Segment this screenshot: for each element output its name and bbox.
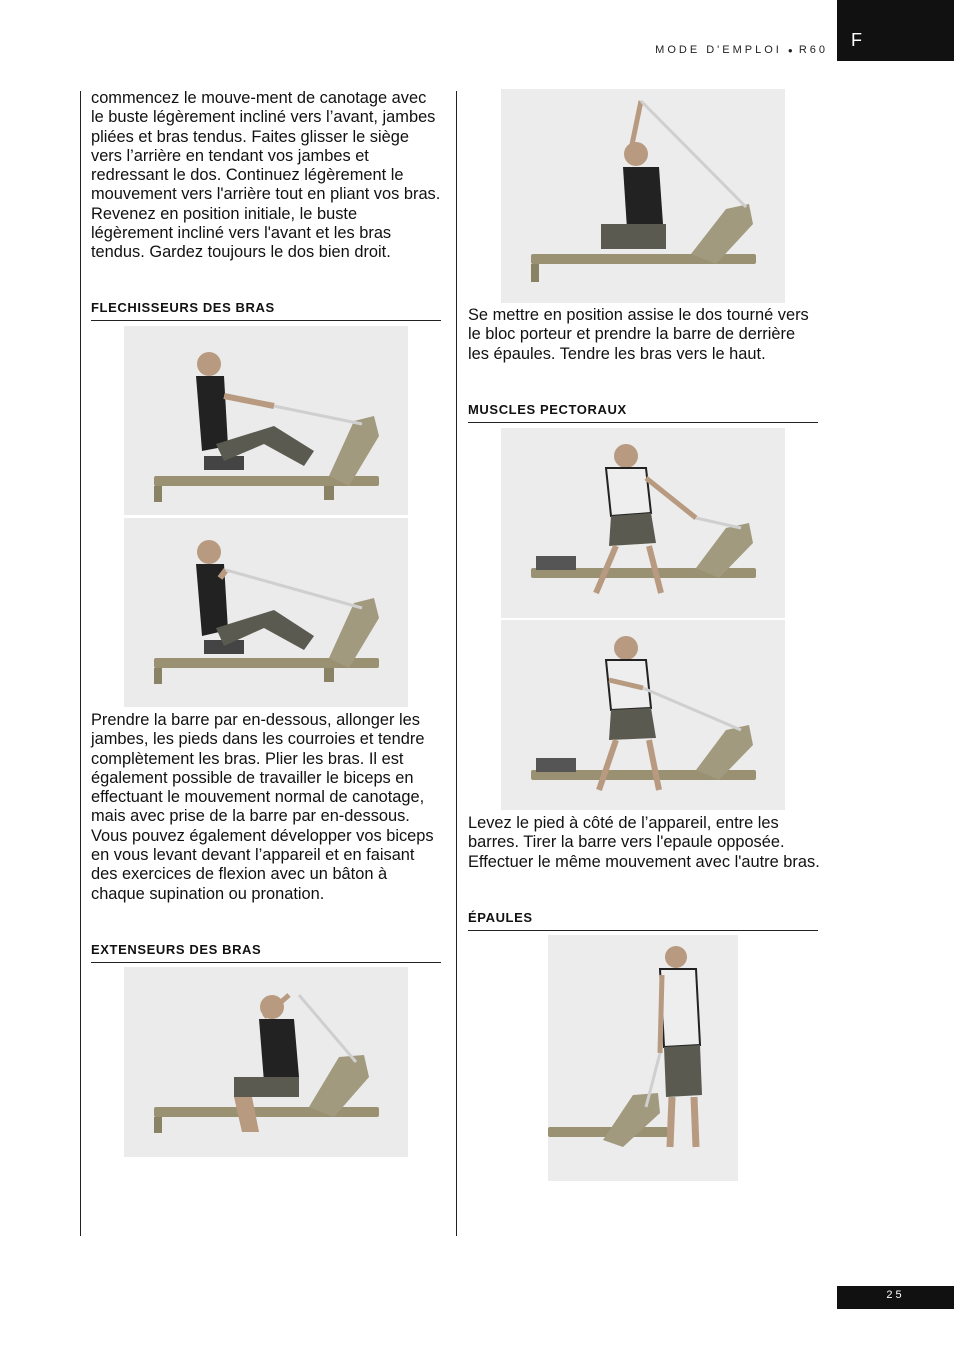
photo-pectoraux-end: [501, 620, 785, 810]
intro-paragraph: commencez le mouve-ment de canotage avec le buste légèrement incliné vers l’avant, jambes pliées et bras tendus. Faites glisser le siège vers l’arrière en tendant vos jambes et redressant le dos. Continuez légèrement le mouvement vers l'arrière tout en pliant vos bras. Revenez en position initiale, le buste légèrement incliné vers l'avant et les bras tendus. Gardez toujours le dos bien droit.: [91, 89, 441, 262]
photo-triceps-overhead: [501, 89, 785, 303]
epaules-heading: [468, 910, 818, 931]
flechisseurs-body: [91, 711, 443, 904]
section-title-flechisseurs: FLECHISSEURS DES BRAS: [91, 300, 441, 321]
photo-epaules: [548, 935, 738, 1181]
extenseurs-body: [468, 306, 820, 364]
model-name: R60: [798, 44, 828, 56]
section-title-pectoraux: MUSCLES PECTORAUX: [468, 402, 818, 423]
section-title-epaules: ÉPAULES: [468, 910, 818, 931]
pectoraux-heading: [468, 402, 818, 423]
photo-pectoraux-start: [501, 428, 785, 618]
left-intro: [91, 89, 443, 263]
flechisseurs-paragraph: Prendre la barre par en-dessous, allonger les jambes, les pieds dans les courroies et tendre complètement les bras. Plier les bras. Il est également possible de travailler le biceps en effectuant le mouvement normal de canotage, mais avec prise de la barre par en-dessous. Vous pouvez également développer vos biceps en vous levant devant l’appareil et en faisant des exercices de flexion avec un bâton à chaque supination ou pronation.: [91, 711, 434, 903]
running-title: MODE D'EMPLOI: [655, 44, 782, 56]
language-tab: [837, 0, 954, 61]
photo-biceps-curl: [124, 518, 408, 707]
flechisseurs-heading: [91, 300, 441, 321]
pectoraux-paragraph: Levez le pied à côté de l’appareil, entre les barres. Tirer la barre vers l'epaule opposée. Effectuer le même mouvement avec l'autre bras.: [468, 814, 820, 871]
pectoraux-body: [468, 814, 820, 872]
extenseurs-heading: [91, 942, 441, 963]
section-title-extenseurs: EXTENSEURS DES BRAS: [91, 942, 441, 963]
bullet-separator: ●: [787, 46, 793, 55]
photo-triceps-left: [124, 967, 408, 1157]
extenseurs-paragraph: Se mettre en position assise le dos tourné vers le bloc porteur et prendre la barre de derrière les épaules. Tendre les bras vers le haut.: [468, 306, 809, 363]
language-tab-label: F: [851, 30, 862, 50]
running-header: [560, 44, 828, 56]
page-number: 25: [837, 1286, 954, 1309]
photo-biceps-start: [124, 326, 408, 515]
center-column-rule: [456, 91, 457, 1236]
left-column-rule: [80, 91, 81, 1236]
